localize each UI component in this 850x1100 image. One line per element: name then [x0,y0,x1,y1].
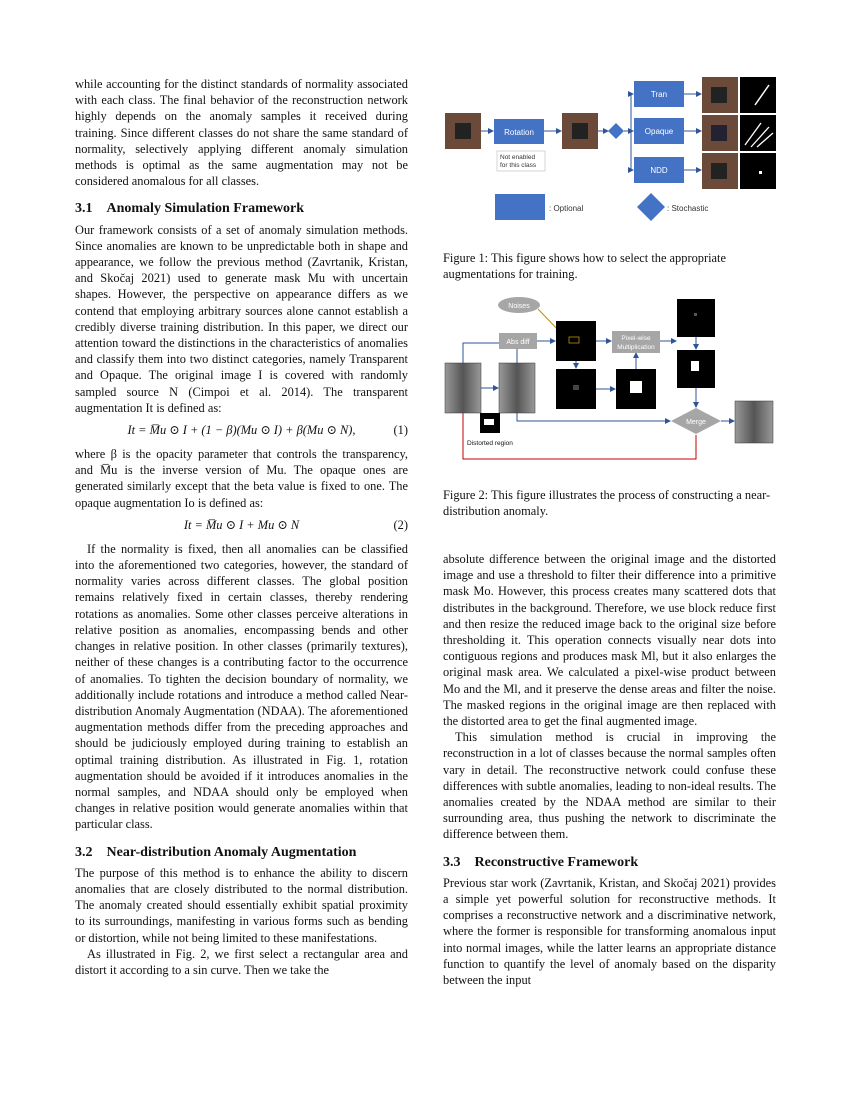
merge-label: Merge [686,419,706,426]
section-title: Reconstructive Framework [474,854,639,870]
block-reduce-mask [677,299,715,337]
figure-2-caption: Figure 2: This figure illustrates the process of constructing a near-distribution anomaly. [443,488,771,519]
tran-label: Tran [650,90,668,99]
paragraph: while accounting for the distinct standards of normality associated with each class. The final behavior of the reconstruction network highly depends on the anomaly samples it received during training. Since different classes do not share the same standard of normality, selectively applying different anomaly simulation methods is optimal as the same augmentation may not be considered anomalous for all classes. [75,77,408,189]
figure-1-caption: Figure 1: This figure shows how to select the appropriate augmentations for training. [443,251,726,282]
legend-optional-label: : Optional [549,204,584,213]
rotation-label: Rotation [504,128,534,137]
multiplication-label: Multiplication [617,344,655,351]
distorted-image [499,363,535,413]
equation-1 [75,422,408,440]
section-title: Near-distribution Anomaly Augmentation [106,844,357,860]
figure-1-diagram [443,75,776,225]
equation-text: It = M̅u ⊙ I + (1 − β)(Mu ⊙ I) + β(Mu ⊙ N), [127,423,356,438]
paragraph: where β is the opacity parameter that controls the transparency, and M̅u is the inverse version of Mu. The opaque ones are generated similarly except that the beta value is fixed to one. The opaque augmentation Io is defined as: [75,447,408,510]
left-column [75,76,408,978]
not-enabled-label: Not enabled [500,154,536,161]
distorted-region-label: Distorted region [467,440,513,447]
ndd-label: NDD [650,166,668,175]
figure-2 [443,295,776,465]
section-title: Anomaly Simulation Framework [106,201,305,217]
abs-diff-label: Abs diff [506,339,530,346]
noises-label: Noises [508,303,530,310]
section-number: 3.2 [75,844,93,860]
legend-stochastic-label: : Stochastic [667,204,709,213]
paragraph: absolute difference between the original image and the distorted image and use a threshold to filter their difference into a primitive mask Mo. However, this process creates many scattered dots that distributes in the background. Therefore, we use block reduce first and then resize the reduced image back to the original size before thresholding it. This operation connects visually near dots into contiguous regions and produces mask Ml, but it also enlarges the original mask area. We calculated a pixel-wise product between Mo and the Ml, and it preserve the dense areas and filter the noise. The masked regions in the original image are then replaced with the distorted area to get the final augmented image. [443,552,776,729]
right-column [443,551,776,988]
mask-mo [556,321,596,361]
for-this-class-label: for this class [500,162,537,169]
section-heading-3-2 [75,845,408,861]
stochastic-diamond [608,123,624,139]
section-number: 3.3 [443,854,461,870]
original-image [445,363,481,413]
augmented-output-image [735,401,773,443]
tran-mask [740,77,776,113]
paragraph: This simulation method is crucial in improving the reconstruction in a lot of classes because the normal samples often vary in detail. The reconstructive network could confuse these differences with subtle anomalies, leading to non-ideal results. The anomalies created by the NDAA method are similar to their surrounding area, thus pushing the network to discriminate the difference between them. [443,730,776,842]
paragraph: If the normality is fixed, then all anomalies can be classified into the aforementioned two categories, however, the standard of normality varies across different classes. The global position remains relatively fixed in certain classes, thereby rendering rotations as anomalies. Some other classes perceive alterations in relative position as anomalies, encompassing bends and other changes in relative position. In other classes (primarily textures), neither of these changes is a contributing factor to the occurrence of anomalies. To tighten the decision boundary of normality, we additionally include rotations and introduce a method called Near-distribution Anomaly Augmentation (NDAA). The aforementioned augmentation methods differ from the preceding approaches and should be judiciously employed during training to establish an optimal training distribution. As illustrated in Fig. 1, rotation augmentation should be avoided if it introduces anomalies in the normal samples, and NDAA should only be employed when changes in relative position would generate anomalies within that particular class. [75,541,408,832]
equation-2 [75,517,408,535]
section-number: 3.1 [75,201,93,217]
paragraph: Our framework consists of a set of anomaly simulation methods. Since anomalies are known to be unpredictable both in shape and appearance, we follow the previous method (Zavrtanik, Kristan, and Skočaj 2021) used to generate mask Mu with uncertain shapes. However, the perspective on appearance differs as we contend that employing arbitrary sources alone cannot establish a credibly diverse training distribution. In this paper, we direct our attention toward the distinctions in the characteristics of anomalies and classify them into two distinct categories, namely Transparent and Opaque. The original image I is covered with randomly sampled source N (Cimpoi et al. 2014). The transparent augmentation It is defined as: [75,222,408,415]
section-heading-3-1 [75,201,408,217]
opaque-label: Opaque [644,127,674,136]
equation-number: (2) [393,517,408,532]
pixel-wise-label: Pixel-wise [621,335,651,342]
section-heading-3-3 [443,855,776,871]
ndd-mask [740,153,776,189]
figure-1 [443,75,776,225]
paragraph: Previous star work (Zavrtanik, Kristan, and Skočaj 2021) provides a simple yet powerful solution for reconstructive methods. It comprises a reconstructive network and a discriminative network, where the former is responsible for transforming anomalous input into normal images, while the latter learns an appropriate distance function to quantify the level of anomaly based on the disparity between the input [443,875,776,988]
figure-2-diagram [443,295,776,465]
legend-stochastic-swatch [637,193,665,221]
legend-optional-swatch [495,194,545,220]
equation-number: (1) [393,423,408,438]
paragraph: The purpose of this method is to enhance the ability to discern anomalies that are closely distributed to the normal distribution. The anomaly created should essentially exhibit spatial proximity to its surroundings, manifesting in various forms such as bending or distortion, while not being limited to these manifestations. [75,865,408,945]
equation-text: It = M̅u ⊙ I + Mu ⊙ N [183,517,300,532]
paragraph: As illustrated in Fig. 2, we first select a rectangular area and distort it according to a sin curve. Then we take the [75,946,408,977]
